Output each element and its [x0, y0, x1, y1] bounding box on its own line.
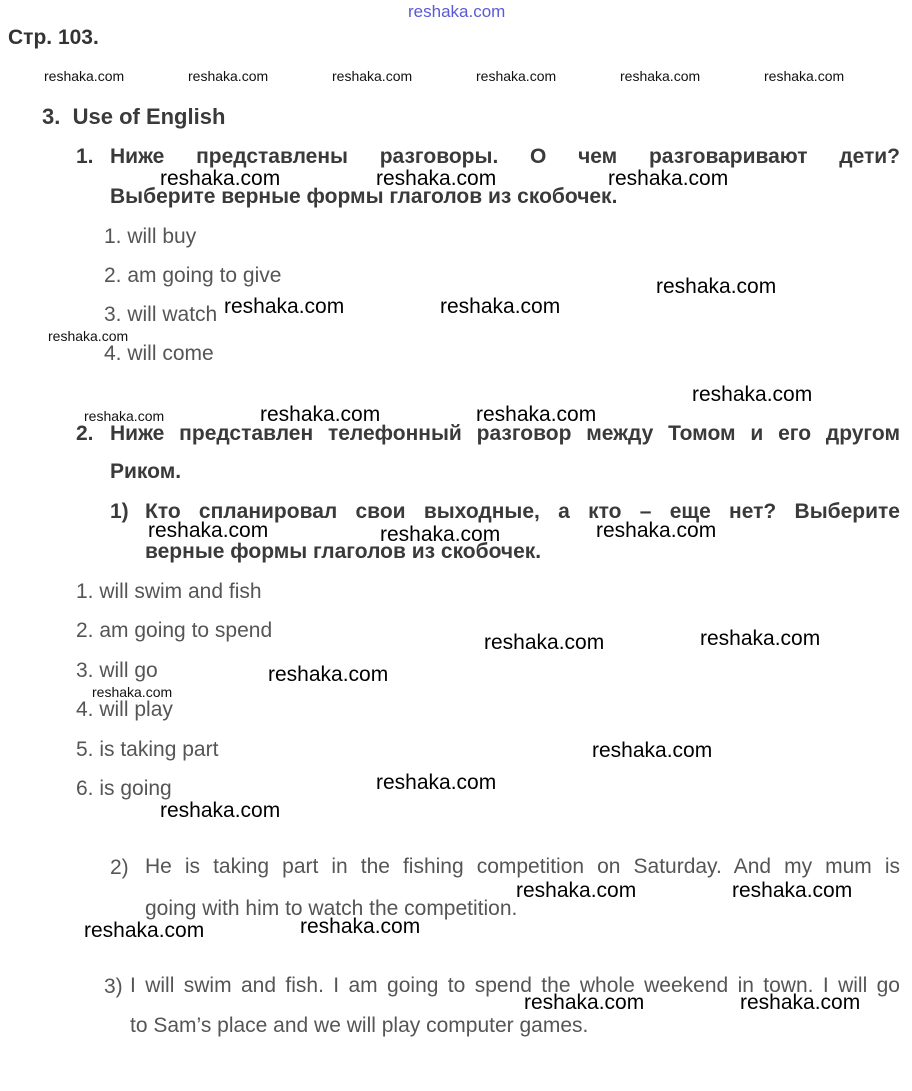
watermark: reshaka.com: [380, 523, 501, 546]
section-heading: [42, 104, 225, 130]
watermark: reshaka.com: [84, 408, 165, 424]
site-link[interactable]: reshaka.com: [408, 2, 506, 21]
watermark: reshaka.com: [740, 991, 861, 1014]
watermark: reshaka.com: [376, 167, 497, 190]
watermark: reshaka.com: [224, 295, 345, 318]
watermark: reshaka.com: [260, 403, 381, 426]
task1-answer-1: 1. will buy: [104, 225, 197, 248]
sub3-line1: I will swim and fish. I am going to spend the whole weekend in town. I will go: [130, 974, 900, 997]
watermark: reshaka.com: [484, 631, 605, 654]
watermark: reshaka.com: [732, 879, 853, 902]
watermark: reshaka.com: [476, 68, 557, 84]
watermark: reshaka.com: [700, 627, 821, 650]
sub2-number: 2): [110, 856, 129, 879]
watermark: reshaka.com: [596, 519, 717, 542]
task2-answer-1: 1. will swim and fish: [76, 580, 262, 603]
watermark: reshaka.com: [764, 68, 845, 84]
page-label: Стр. 103.: [8, 26, 99, 49]
watermark: reshaka.com: [376, 771, 497, 794]
section-number: 3.: [42, 104, 61, 129]
watermark: reshaka.com: [620, 68, 701, 84]
sub1-line2: верные формы глаголов из скобочек.: [145, 540, 542, 563]
sub1-line1: Кто спланировал свои выходные, а кто – еще нет? Выберите: [145, 500, 900, 523]
watermark: reshaka.com: [84, 919, 205, 942]
task1-line2: Выберите верные формы глаголов из скобочек.: [110, 185, 618, 208]
sub2-line2: going with him to watch the competition.: [145, 897, 518, 920]
watermark: reshaka.com: [92, 684, 173, 700]
task1-line1: Ниже представлены разговоры. О чем разговаривают дети?: [110, 145, 900, 168]
task2-answer-6: 6. is going: [76, 777, 172, 800]
watermark: reshaka.com: [44, 68, 125, 84]
task2-line2: Риком.: [110, 460, 182, 483]
watermark: reshaka.com: [268, 663, 389, 686]
task1-answer-4: 4. will come: [104, 342, 214, 365]
task2-line1: Ниже представлен телефонный разговор между Томом и его другом: [110, 422, 900, 445]
watermark: reshaka.com: [148, 519, 269, 542]
watermark: reshaka.com: [48, 328, 129, 344]
sub1-number: 1): [110, 500, 129, 523]
task2-answer-4: 4. will play: [76, 698, 173, 721]
sub3-line2: to Sam’s place and we will play computer games.: [130, 1014, 589, 1037]
sub2-line1: He is taking part in the fishing competition on Saturday. And my mum is: [145, 855, 900, 878]
watermark: reshaka.com: [160, 167, 281, 190]
section-title: Use of English: [72, 104, 226, 129]
task2-number: 2.: [76, 422, 94, 445]
watermark: reshaka.com: [332, 68, 413, 84]
watermark: reshaka.com: [188, 68, 269, 84]
watermark: reshaka.com: [516, 879, 637, 902]
task1-number: 1.: [76, 145, 94, 168]
watermark: reshaka.com: [300, 915, 421, 938]
watermark: reshaka.com: [440, 295, 561, 318]
watermark: reshaka.com: [476, 403, 597, 426]
sub3-number: 3): [104, 975, 123, 998]
watermark: reshaka.com: [160, 799, 281, 822]
watermark: reshaka.com: [656, 275, 777, 298]
watermark: reshaka.com: [692, 383, 813, 406]
task2-answer-3: 3. will go: [76, 659, 158, 682]
watermark: reshaka.com: [592, 739, 713, 762]
task2-answer-2: 2. am going to spend: [76, 619, 273, 642]
watermark: reshaka.com: [608, 167, 729, 190]
task2-answer-5: 5. is taking part: [76, 738, 219, 761]
watermark: reshaka.com: [524, 991, 645, 1014]
task1-answer-2: 2. am going to give: [104, 264, 282, 287]
task1-answer-3: 3. will watch: [104, 303, 218, 326]
